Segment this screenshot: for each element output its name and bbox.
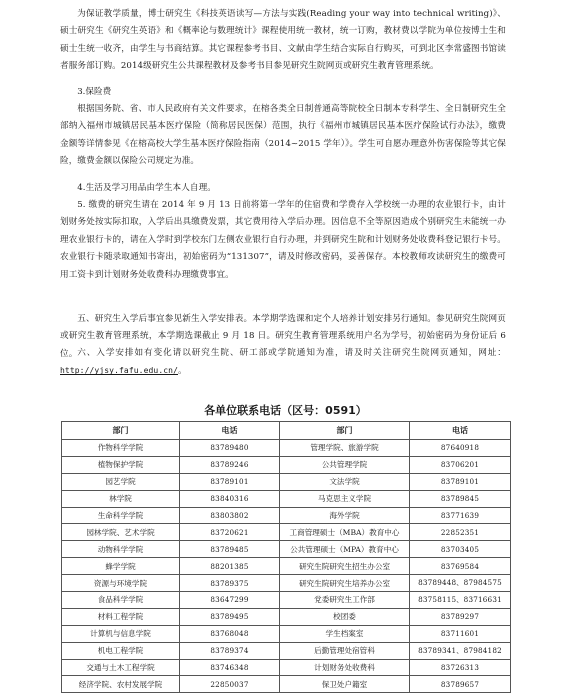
department-cell: 公共管理学院 (280, 456, 410, 473)
department-cell: 林学院 (62, 490, 180, 507)
department-cell: 机电工程学院 (62, 642, 180, 659)
department-cell: 计划财务处收费科 (280, 659, 410, 676)
department-cell: 作物科学学院 (62, 440, 180, 457)
table-row (62, 625, 511, 642)
table-row (62, 507, 511, 524)
phone-cell: 88201385 (180, 558, 280, 575)
department-cell: 研究生院研究生招生办公室 (280, 558, 410, 575)
department-cell: 资源与环境学院 (62, 575, 180, 592)
department-cell: 海外学院 (280, 507, 410, 524)
enrollment-paragraph: 五、研究生入学后事宜参见新生入学安排表。本学期学选课和定个人培养计划安排另行通知。参见研究生院网页或研究生教育管理系统，本学期选课截止 9 月 18 日。研究生教育管理系统用户名为学号，初始密码为身份证后 6 位。 (60, 314, 506, 359)
header-phone: 电话 (410, 422, 511, 440)
department-cell: 园艺学院 (62, 473, 180, 490)
phone-cell: 87640918 (410, 440, 511, 457)
department-cell: 园林学院、艺术学院 (62, 524, 180, 541)
website-link[interactable]: http://yjsy.fafu.edu.cn/ (60, 366, 178, 376)
table-row (62, 676, 511, 693)
table-row (62, 440, 511, 457)
table-row (62, 642, 511, 659)
table-header-row (62, 422, 511, 440)
notice-paragraph (60, 345, 506, 381)
header-department: 部门 (62, 422, 180, 440)
phone-cell: 22852351 (410, 524, 511, 541)
phone-cell: 83746348 (180, 659, 280, 676)
phone-cell: 83789495 (180, 608, 280, 625)
table-row (62, 558, 511, 575)
table-row (62, 592, 511, 609)
phone-cell: 83726313 (410, 659, 511, 676)
table-row (62, 473, 511, 490)
phone-cell: 83789485 (180, 541, 280, 558)
phone-cell: 83720621 (180, 524, 280, 541)
phone-cell: 83647299 (180, 592, 280, 609)
phone-cell: 83789657 (410, 676, 511, 693)
department-cell: 植物保护学院 (62, 456, 180, 473)
phone-cell: 83789480 (180, 440, 280, 457)
table-row (62, 490, 511, 507)
table-row (62, 456, 511, 473)
phone-cell: 83769584 (410, 558, 511, 575)
phone-cell: 83789297 (410, 608, 511, 625)
department-cell: 学生档案室 (280, 625, 410, 642)
contact-table-title: 各单位联系电话（区号：0591） (204, 404, 367, 417)
phone-cell: 83789374 (180, 642, 280, 659)
textbook-paragraph: 为保证教学质量，博士研究生《科技英语读写—方法与实践(Reading your way into technical writing)》、硕士研究生《研究生英语》和《概率论与数理统计》课程使用统一教材，统一订购，教材费以学院为单位按博士生和硕士生统一收齐，由学生与书商结算。其它课程参考书目、文献由学生结合实际自行购买，可到北区李常盛图书馆读者服务部订购。2014级研究生公共课程教材及参考书目参见研究生院网页或研究生教育管理系统。 (60, 9, 506, 72)
table-row (62, 608, 511, 625)
phone-cell: 83789101 (180, 473, 280, 490)
notice-end: 。 (178, 366, 187, 377)
phone-cell: 83789101 (410, 473, 511, 490)
payment-paragraph: 5. 缴费的研究生请在 2014 年 9 月 13 日前将第一学年的住宿费和学费存入学校统一办理的农业银行卡，由计划财务处按实际扣取，入学后出具缴费发票，其它费用待入学后办理。因信息不全等原因造成个别研究生未能统一办理农业银行卡的，请在入学时到学校东门左侧农业银行自行办理，并到研究生院和计划财务处收费科登记银行卡号。农业银行卡随录取通知书寄出，初始密码为“131307”，请及时修改密码，妥善保存。本校教师攻读研究生的缴费可用工资卡到计划财务处收费科办理缴费事宜。 (60, 200, 506, 280)
department-cell: 公共管理硕士（MPA）教育中心 (280, 541, 410, 558)
phone-cell: 83768048 (180, 625, 280, 642)
department-cell: 计算机与信息学院 (62, 625, 180, 642)
contact-table (61, 421, 511, 693)
department-cell: 动物科学学院 (62, 541, 180, 558)
department-cell: 保卫处户籍室 (280, 676, 410, 693)
notice-text: 六、入学安排如有变化请以研究生院、研工部或学院通知为准，请及时关注研究生院网页通知，网址： (77, 348, 506, 358)
phone-cell: 83758115、83716631 (410, 592, 511, 609)
phone-cell: 83703405 (410, 541, 511, 558)
table-row (62, 575, 511, 592)
insurance-heading: 3.保险费 (77, 87, 112, 97)
phone-cell: 83771639 (410, 507, 511, 524)
department-cell: 经济学院、农村发展学院 (62, 676, 180, 693)
department-cell: 文法学院 (280, 473, 410, 490)
department-cell: 校团委 (280, 608, 410, 625)
table-row (62, 541, 511, 558)
department-cell: 后勤管理处宿管科 (280, 642, 410, 659)
phone-cell: 83711601 (410, 625, 511, 642)
phone-cell: 83789375 (180, 575, 280, 592)
department-cell: 蜂学学院 (62, 558, 180, 575)
phone-cell: 83789341、87984182 (410, 642, 511, 659)
department-cell: 党委研究生工作部 (280, 592, 410, 609)
department-cell: 交通与土木工程学院 (62, 659, 180, 676)
insurance-paragraph: 根据国务院、省、市人民政府有关文件要求，在榕各类全日制普通高等院校全日制本专科学生、全日制研究生全部纳入福州市城镇居民基本医疗保险（简称居民医保）范围，执行《福州市城镇居民基本医疗保险试行办法》，缴费金额等详情参见《在榕高校大学生基本医疗保险指南（2014~2015 学年）》。学生可自愿办理意外伤害保险等其它保险，缴费金额以保险公司规定为准。 (60, 104, 506, 167)
phone-cell: 83789448、87984575 (410, 575, 511, 592)
department-cell: 马克思主义学院 (280, 490, 410, 507)
table-row (62, 524, 511, 541)
phone-cell: 83789246 (180, 456, 280, 473)
department-cell: 研究生院研究生培养办公室 (280, 575, 410, 592)
phone-cell: 83840316 (180, 490, 280, 507)
phone-cell: 83789845 (410, 490, 511, 507)
department-cell: 生命科学学院 (62, 507, 180, 524)
department-cell: 材料工程学院 (62, 608, 180, 625)
living-supplies-paragraph: 4.生活及学习用品由学生本人自理。 (77, 183, 216, 193)
phone-cell: 22850037 (180, 676, 280, 693)
department-cell: 管理学院、旅游学院 (280, 440, 410, 457)
header-department: 部门 (280, 422, 410, 440)
table-row (62, 659, 511, 676)
phone-cell: 83803802 (180, 507, 280, 524)
department-cell: 工商管理硕士（MBA）教育中心 (280, 524, 410, 541)
phone-cell: 83706201 (410, 456, 511, 473)
department-cell: 食品科学学院 (62, 592, 180, 609)
header-phone: 电话 (180, 422, 280, 440)
